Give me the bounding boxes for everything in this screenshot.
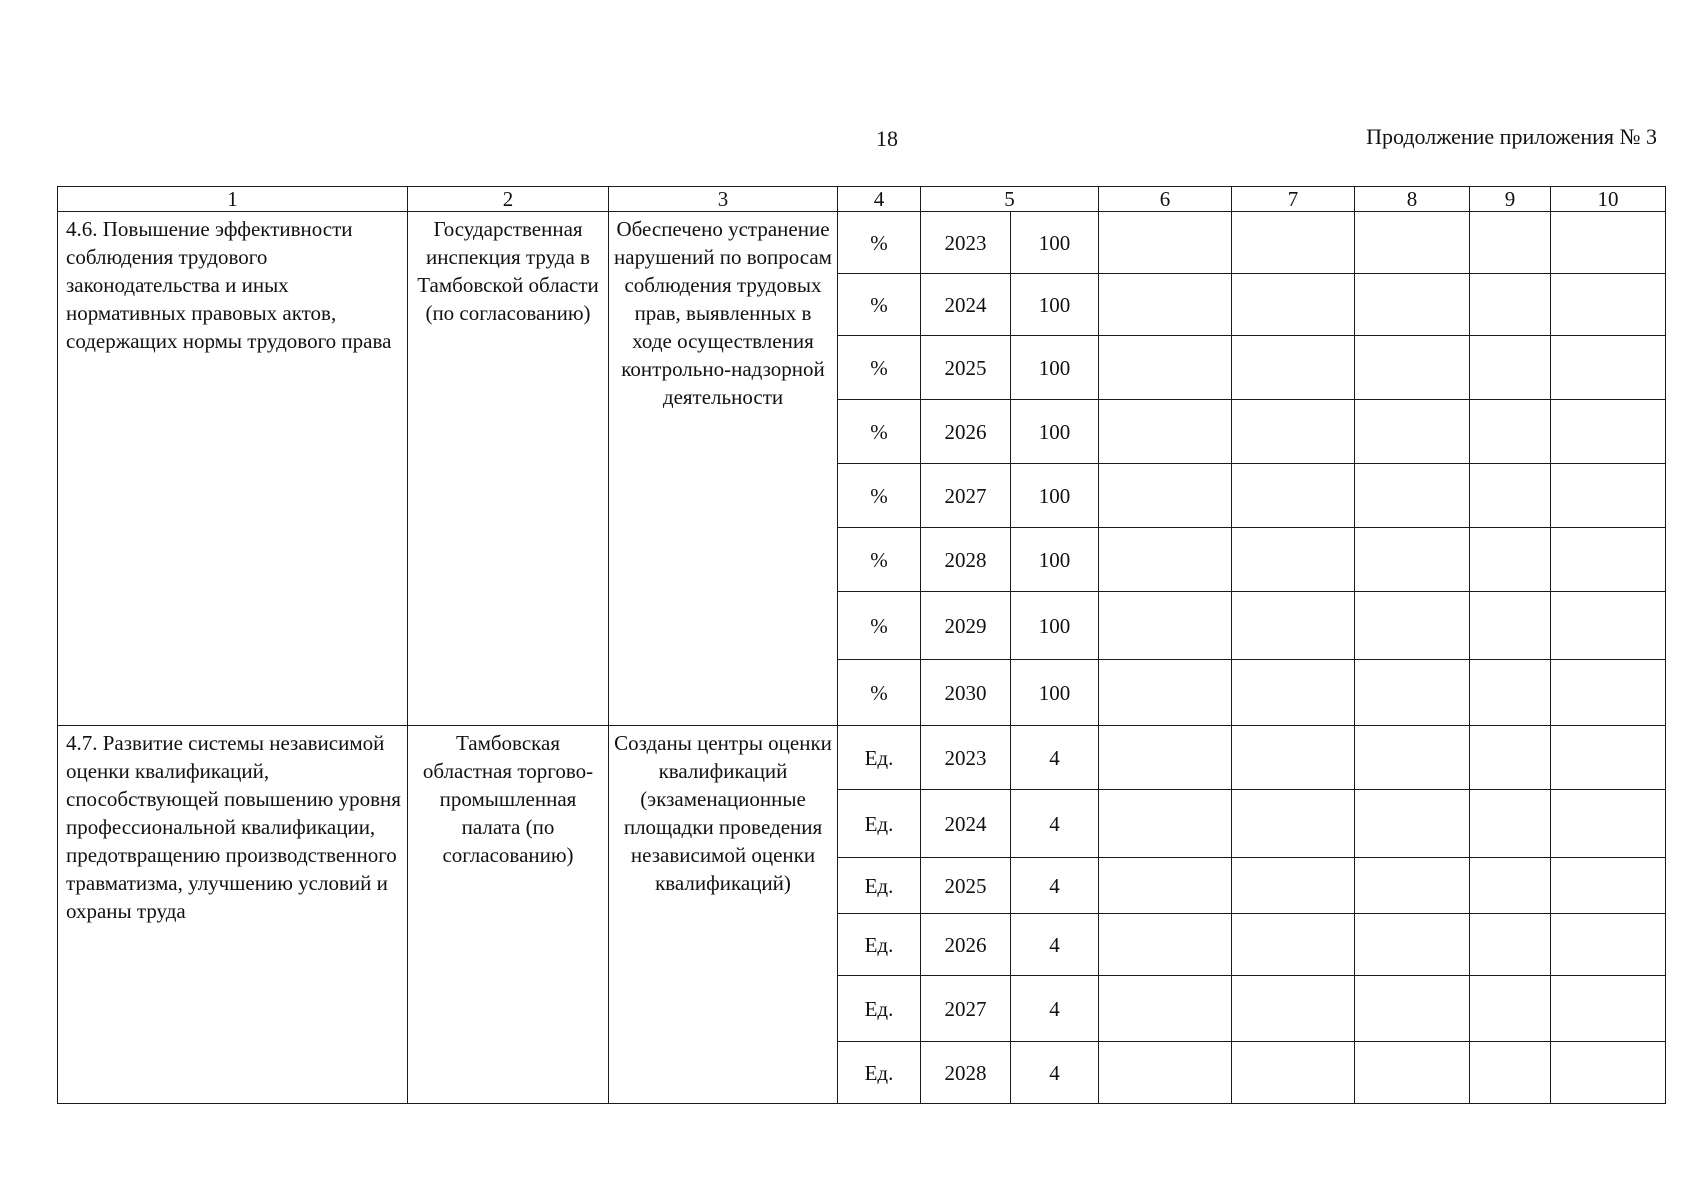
empty-cell-col-7: [1232, 790, 1355, 858]
executor-cell: Тамбовская областная торгово-промышленная палата (по согласованию): [408, 726, 609, 1104]
column-number: 8: [1355, 187, 1470, 212]
empty-cell-col-9: [1470, 274, 1551, 336]
empty-cell-col-9: [1470, 212, 1551, 274]
empty-cell-col-10: [1551, 528, 1666, 592]
year-cell: 2023: [921, 726, 1011, 790]
unit-cell: %: [838, 274, 921, 336]
result-cell: Созданы центры оценки квалификаций (экзаменационные площадки проведения независимой оценки квалификаций): [609, 726, 838, 1104]
column-number: 6: [1099, 187, 1232, 212]
empty-cell-col-7: [1232, 976, 1355, 1042]
year-cell: 2023: [921, 212, 1011, 274]
empty-cell-col-7: [1232, 212, 1355, 274]
empty-cell-col-6: [1099, 274, 1232, 336]
empty-cell-col-10: [1551, 726, 1666, 790]
value-cell: 100: [1011, 336, 1099, 400]
year-cell: 2027: [921, 464, 1011, 528]
empty-cell-col-8: [1355, 528, 1470, 592]
empty-cell-col-8: [1355, 1042, 1470, 1104]
table-row: [58, 726, 1666, 790]
indicators-table: [57, 186, 1666, 1104]
empty-cell-col-9: [1470, 660, 1551, 726]
empty-cell-col-6: [1099, 1042, 1232, 1104]
empty-cell-col-9: [1470, 858, 1551, 914]
empty-cell-col-10: [1551, 976, 1666, 1042]
value-cell: 4: [1011, 858, 1099, 914]
empty-cell-col-10: [1551, 274, 1666, 336]
value-cell: 100: [1011, 400, 1099, 464]
empty-cell-col-8: [1355, 976, 1470, 1042]
empty-cell-col-8: [1355, 726, 1470, 790]
column-number: 1: [58, 187, 408, 212]
empty-cell-col-7: [1232, 914, 1355, 976]
value-cell: 4: [1011, 1042, 1099, 1104]
activity-cell: 4.6. Повышение эффективности соблюдения трудового законодательства и иных нормативных правовых актов, содержащих нормы трудового права: [58, 212, 408, 726]
year-cell: 2025: [921, 858, 1011, 914]
column-number: 5: [921, 187, 1099, 212]
empty-cell-col-6: [1099, 212, 1232, 274]
empty-cell-col-8: [1355, 400, 1470, 464]
empty-cell-col-6: [1099, 528, 1232, 592]
empty-cell-col-8: [1355, 592, 1470, 660]
empty-cell-col-8: [1355, 660, 1470, 726]
column-number: 10: [1551, 187, 1666, 212]
empty-cell-col-8: [1355, 914, 1470, 976]
executor-cell: Государственная инспекция труда в Тамбовской области (по согласованию): [408, 212, 609, 726]
unit-cell: %: [838, 336, 921, 400]
value-cell: 4: [1011, 914, 1099, 976]
empty-cell-col-6: [1099, 464, 1232, 528]
empty-cell-col-8: [1355, 212, 1470, 274]
empty-cell-col-10: [1551, 592, 1666, 660]
empty-cell-col-8: [1355, 858, 1470, 914]
table-row: [58, 212, 1666, 274]
year-cell: 2024: [921, 274, 1011, 336]
unit-cell: %: [838, 528, 921, 592]
value-cell: 100: [1011, 464, 1099, 528]
page-number: 18: [876, 126, 898, 151]
value-cell: 100: [1011, 660, 1099, 726]
result-cell: Обеспечено устранение нарушений по вопросам соблюдения трудовых прав, выявленных в ходе осуществления контрольно-надзорной деятельности: [609, 212, 838, 726]
empty-cell-col-7: [1232, 726, 1355, 790]
year-cell: 2028: [921, 528, 1011, 592]
empty-cell-col-10: [1551, 1042, 1666, 1104]
empty-cell-col-6: [1099, 790, 1232, 858]
empty-cell-col-7: [1232, 592, 1355, 660]
empty-cell-col-7: [1232, 336, 1355, 400]
empty-cell-col-6: [1099, 858, 1232, 914]
empty-cell-col-6: [1099, 592, 1232, 660]
year-cell: 2028: [921, 1042, 1011, 1104]
empty-cell-col-7: [1232, 464, 1355, 528]
empty-cell-col-10: [1551, 464, 1666, 528]
empty-cell-col-9: [1470, 726, 1551, 790]
empty-cell-col-9: [1470, 790, 1551, 858]
value-cell: 100: [1011, 592, 1099, 660]
year-cell: 2026: [921, 914, 1011, 976]
year-cell: 2027: [921, 976, 1011, 1042]
year-cell: 2029: [921, 592, 1011, 660]
column-number: 2: [408, 187, 609, 212]
empty-cell-col-6: [1099, 400, 1232, 464]
activity-cell: 4.7. Развитие системы независимой оценки квалификаций, способствующей повышению уровня профессиональной квалификации, предотвращению производственного травматизма, улучшению условий и охраны труда: [58, 726, 408, 1104]
empty-cell-col-6: [1099, 336, 1232, 400]
empty-cell-col-10: [1551, 336, 1666, 400]
empty-cell-col-10: [1551, 400, 1666, 464]
year-cell: 2024: [921, 790, 1011, 858]
empty-cell-col-7: [1232, 528, 1355, 592]
empty-cell-col-8: [1355, 336, 1470, 400]
empty-cell-col-9: [1470, 400, 1551, 464]
empty-cell-col-8: [1355, 274, 1470, 336]
value-cell: 100: [1011, 212, 1099, 274]
indicators-table-body: [58, 187, 1666, 1104]
empty-cell-col-7: [1232, 1042, 1355, 1104]
unit-cell: Ед.: [838, 790, 921, 858]
empty-cell-col-6: [1099, 726, 1232, 790]
appendix-continuation-note: Продолжение приложения № 3: [1366, 124, 1657, 149]
year-cell: 2026: [921, 400, 1011, 464]
empty-cell-col-7: [1232, 660, 1355, 726]
column-number: 4: [838, 187, 921, 212]
empty-cell-col-9: [1470, 592, 1551, 660]
value-cell: 100: [1011, 528, 1099, 592]
column-number-row: [58, 187, 1666, 212]
unit-cell: %: [838, 400, 921, 464]
empty-cell-col-10: [1551, 858, 1666, 914]
empty-cell-col-9: [1470, 528, 1551, 592]
empty-cell-col-8: [1355, 464, 1470, 528]
unit-cell: %: [838, 592, 921, 660]
column-number: 9: [1470, 187, 1551, 212]
empty-cell-col-10: [1551, 790, 1666, 858]
year-cell: 2030: [921, 660, 1011, 726]
empty-cell-col-6: [1099, 914, 1232, 976]
empty-cell-col-10: [1551, 212, 1666, 274]
empty-cell-col-8: [1355, 790, 1470, 858]
empty-cell-col-6: [1099, 660, 1232, 726]
column-number: 3: [609, 187, 838, 212]
unit-cell: %: [838, 464, 921, 528]
value-cell: 100: [1011, 274, 1099, 336]
empty-cell-col-7: [1232, 274, 1355, 336]
value-cell: 4: [1011, 790, 1099, 858]
value-cell: 4: [1011, 976, 1099, 1042]
empty-cell-col-9: [1470, 464, 1551, 528]
column-number: 7: [1232, 187, 1355, 212]
empty-cell-col-9: [1470, 336, 1551, 400]
empty-cell-col-10: [1551, 660, 1666, 726]
empty-cell-col-7: [1232, 858, 1355, 914]
empty-cell-col-6: [1099, 976, 1232, 1042]
year-cell: 2025: [921, 336, 1011, 400]
empty-cell-col-7: [1232, 400, 1355, 464]
empty-cell-col-9: [1470, 976, 1551, 1042]
unit-cell: %: [838, 212, 921, 274]
value-cell: 4: [1011, 726, 1099, 790]
empty-cell-col-9: [1470, 914, 1551, 976]
unit-cell: Ед.: [838, 976, 921, 1042]
unit-cell: %: [838, 660, 921, 726]
empty-cell-col-9: [1470, 1042, 1551, 1104]
unit-cell: Ед.: [838, 858, 921, 914]
unit-cell: Ед.: [838, 914, 921, 976]
unit-cell: Ед.: [838, 726, 921, 790]
empty-cell-col-10: [1551, 914, 1666, 976]
unit-cell: Ед.: [838, 1042, 921, 1104]
